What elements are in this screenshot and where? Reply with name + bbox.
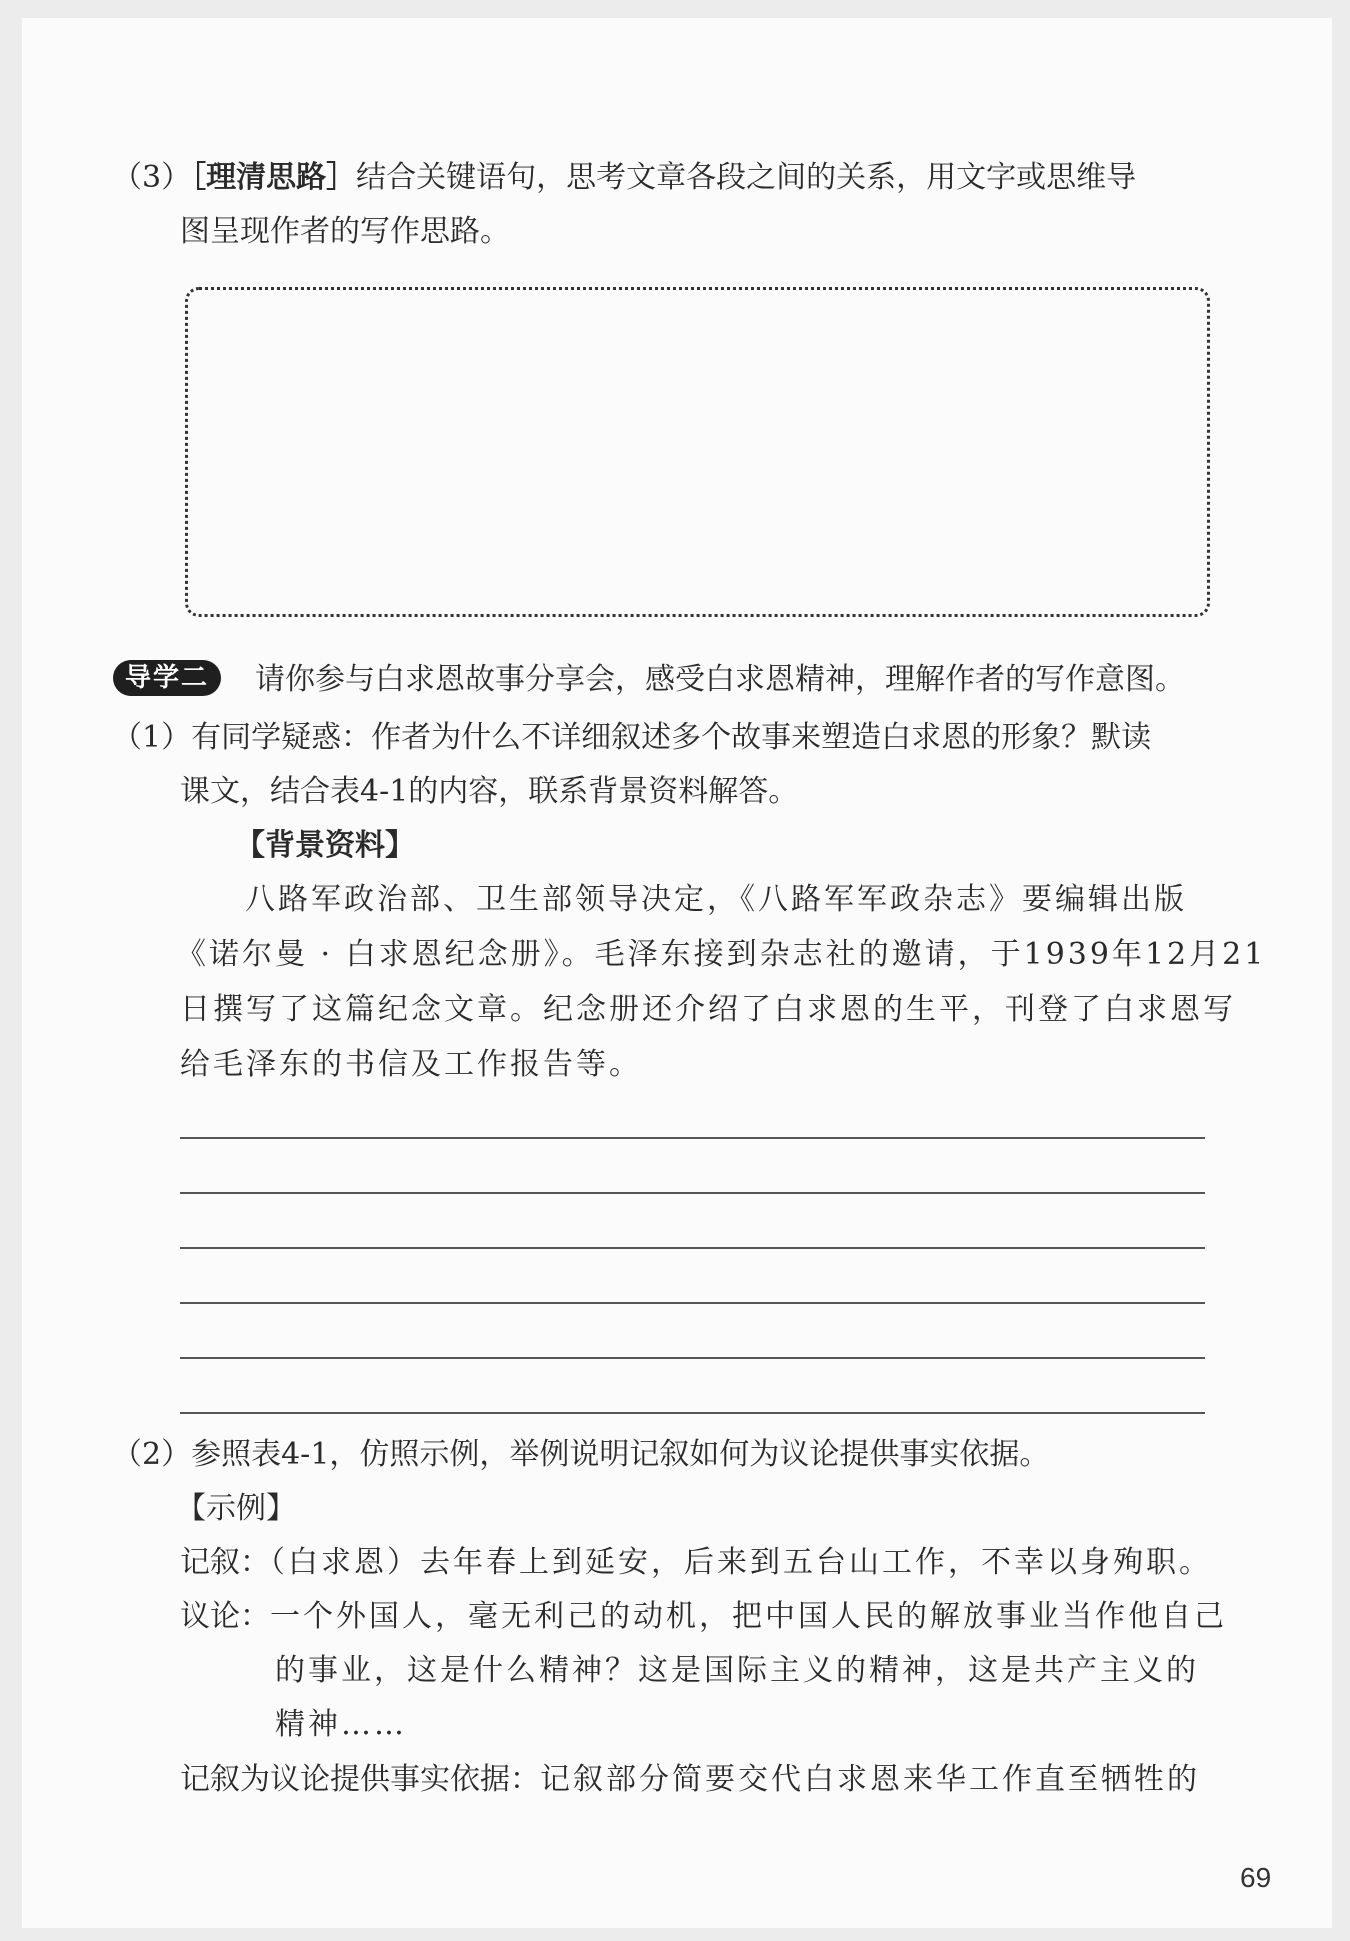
background-line-4: 给毛泽东的书信及工作报告等。 — [180, 1047, 642, 1082]
page-number: 69 — [1240, 1862, 1272, 1893]
q1-text-1: 有同学疑惑：作者为什么不详细叙述多个故事来塑造白求恩的形象？默读 — [191, 720, 1152, 755]
section2-intro: 请你参与白求恩故事分享会，感受白求恩精神，理解作者的写作意图。 — [255, 662, 1185, 697]
answer-line[interactable] — [180, 1192, 1205, 1194]
q2-text-1: 参照表4-1，仿照示例，举例说明记叙如何为议论提供事实依据。 — [191, 1437, 1050, 1472]
q3-number: （3） — [112, 160, 192, 195]
answer-line[interactable] — [180, 1357, 1205, 1359]
narration-text: （白求恩）去年春上到延安，后来到五台山工作，不幸以身殉职。 — [270, 1545, 1212, 1580]
answer-line[interactable] — [180, 1247, 1205, 1249]
answer-line[interactable] — [180, 1412, 1205, 1414]
q3-tag: ［理清思路］ — [191, 160, 357, 195]
q3-text-1: 结合关键语句，思考文章各段之间的关系，用文字或思维导 — [356, 160, 1137, 195]
discussion-text-1: 一个外国人，毫无利己的动机，把中国人民的解放事业当作他自己 — [270, 1599, 1227, 1634]
background-line-1: 八路军政治部、卫生部领导决定，《八路军军政杂志》要编辑出版 — [245, 882, 1187, 917]
background-line-2: 《诺尔曼 · 白求恩纪念册》。毛泽东接到杂志社的邀请，于1939年12月21 — [176, 937, 1267, 972]
q1-number: （1） — [112, 720, 192, 755]
answer-line[interactable] — [180, 1302, 1205, 1304]
q3-line-1 — [112, 158, 1136, 198]
q1-line-2: 课文，结合表4-1的内容，联系背景资料解答。 — [180, 774, 799, 809]
background-title: 【背景资料】 — [235, 828, 415, 863]
discussion-line-1 — [180, 1597, 1227, 1637]
example-title: 【示例】 — [176, 1491, 296, 1526]
narration-label: 记叙： — [180, 1545, 270, 1580]
q1-line-1 — [112, 718, 1151, 758]
answer-line[interactable] — [180, 1137, 1205, 1139]
discussion-line-3: 精神…… — [275, 1707, 407, 1742]
narration-line — [180, 1543, 1212, 1583]
basis-text: 记叙部分简要交代白求恩来华工作直至牺牲的 — [540, 1762, 1200, 1797]
background-line-3: 日撰写了这篇纪念文章。纪念册还介绍了白求恩的生平，刊登了白求恩写 — [180, 992, 1236, 1027]
answer-box[interactable] — [185, 287, 1210, 617]
q2-line-1 — [112, 1435, 1049, 1475]
discussion-line-2: 的事业，这是什么精神？这是国际主义的精神，这是共产主义的 — [275, 1653, 1199, 1688]
basis-line — [180, 1760, 1200, 1800]
q2-number: （2） — [112, 1437, 192, 1472]
discussion-label: 议论： — [180, 1599, 270, 1634]
basis-label: 记叙为议论提供事实依据： — [180, 1762, 540, 1797]
q3-line-2: 图呈现作者的写作思路。 — [180, 214, 510, 249]
section-badge: 导学二 — [113, 660, 221, 696]
